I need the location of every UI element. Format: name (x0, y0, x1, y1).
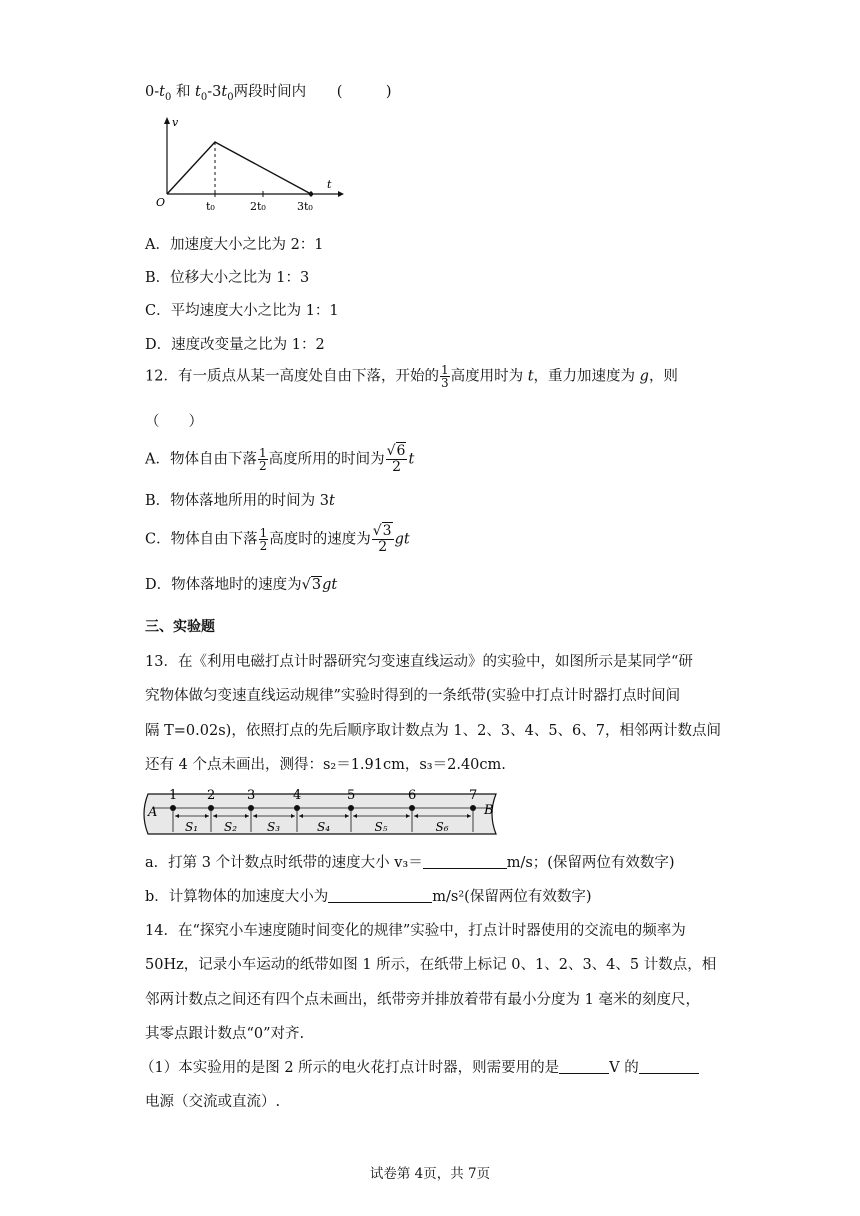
sqrt: √6 (386, 443, 406, 459)
count-point-label-4: 4 (293, 788, 302, 803)
t-axis-label: t (327, 178, 332, 191)
sqrt: √3 (301, 577, 322, 593)
option-text: B．物体落地所用的时间为 3 (145, 493, 329, 509)
segment-label-6: S₆ (435, 820, 449, 834)
fraction-den: 2 (259, 539, 268, 553)
t-axis-arrow (338, 191, 344, 197)
count-point-1 (170, 805, 176, 811)
q14-line-2: 50Hz，记录小车运动的纸带如图 1 所示，在纸带上标记 0、1、2、3、4、5 计数点，相 (145, 957, 717, 973)
q11-stem-part: 0- (145, 84, 160, 100)
origin-label: O (156, 196, 166, 209)
segment-label-5: S₅ (374, 820, 388, 834)
q12-stem-part: 高度用时为 (450, 368, 528, 385)
section-title: 三、实验题 (145, 619, 215, 635)
q11-option-d: D．速度改变量之比为 1：2 (145, 337, 325, 353)
q13-b-text: m/s²(保留两位有效数字) (432, 889, 592, 905)
q12-stem-part: ，重力加速度为 (533, 368, 640, 385)
count-point-3 (248, 805, 254, 811)
segment-label-2: S₂ (224, 820, 238, 834)
end-point (309, 192, 313, 196)
count-point-7 (470, 805, 476, 811)
q13-line-3: 隔 T=0.02s)，依照打点的先后顺序取计数点为 1、2、3、4、5、6、7，相邻两计数点间 (145, 723, 721, 739)
fraction-den: 3 (440, 376, 449, 390)
paper-tape (140, 782, 504, 838)
count-point-label-1: 1 (169, 788, 178, 803)
q14-line-6: 电源（交流或直流）. (145, 1094, 281, 1110)
count-point-label-6: 6 (408, 788, 417, 803)
q12-option-c (145, 524, 410, 555)
q13-b-text: b．计算物体的加速度大小为 (145, 889, 329, 905)
velocity-line (167, 142, 311, 194)
option-var: t (408, 451, 415, 468)
count-point-6 (409, 805, 415, 811)
q13-line-4: 还有 4 个点未画出，测得：s₂＝1.91cm，s₃＝2.40cm. (145, 757, 506, 773)
q14-l5-text: （1）本实验用的是图 2 所示的电火花打点计时器，则需要用的是 (140, 1060, 560, 1076)
fraction (440, 364, 450, 389)
radicand: 3 (311, 577, 322, 593)
q12-stem-part: 12．有一质点从某一高度处自由下落，开始的 (145, 368, 439, 385)
q12-option-b (145, 489, 335, 510)
q13-part-b (145, 885, 591, 906)
fraction (372, 524, 394, 555)
answer-blank-accel[interactable] (328, 888, 432, 903)
option-text: D．物体落地时的速度为 (145, 577, 302, 593)
q11-stem-t: t (159, 84, 165, 100)
segment-label-4: S₄ (317, 820, 331, 834)
q11-stem-part: 和 (175, 84, 196, 100)
count-point-label-5: 5 (347, 788, 356, 803)
fraction-num: 1 (440, 363, 449, 377)
q11-stem-part: 两段时间内 (233, 84, 307, 100)
fraction (259, 527, 269, 552)
q13-part-a (145, 851, 675, 872)
count-point-label-3: 3 (247, 788, 256, 803)
page-footer: 试卷第 4页，共 7页 (369, 1166, 491, 1182)
count-point-label-7: 7 (469, 788, 478, 803)
graph-marks (167, 142, 313, 197)
tick-label-3t0: 3t₀ (297, 200, 313, 213)
fraction-den: 2 (258, 459, 267, 473)
count-point-label-2: 2 (207, 788, 216, 803)
option-var: gt (394, 531, 410, 548)
q13-a-text: a．打第 3 个计数点时纸带的速度大小 v₃＝ (145, 855, 423, 871)
q14-l5-text: V 的 (609, 1060, 639, 1076)
q11-option-b: B．位移大小之比为 1：3 (145, 270, 310, 286)
answer-blank-v3[interactable] (423, 854, 507, 869)
q12-var-t: t (527, 368, 534, 385)
fraction-num: 1 (258, 446, 267, 460)
q12-stem (145, 364, 678, 389)
tick-label-t0: t₀ (206, 200, 215, 213)
option-var: gt (322, 577, 338, 593)
q11-stem-sub: 0 (200, 91, 208, 103)
option-text: 高度时的速度为 (269, 531, 371, 548)
q11-stem-t: t (195, 84, 201, 100)
q14-line-1: 14．在“探究小车速度随时间变化的规律”实验中，打点计时器使用的交流电的频率为 (145, 923, 686, 939)
q11-stem-sub: 0 (164, 91, 172, 103)
count-point-5 (348, 805, 354, 811)
segment-label-3: S₃ (267, 820, 281, 834)
answer-blank-current[interactable] (639, 1059, 699, 1074)
q14-line-3: 邻两计数点之间还有四个点未画出，纸带旁并排放着带有最小分度为 1 毫米的刻度尺， (145, 992, 700, 1008)
radicand: 6 (396, 443, 406, 459)
q11-stem-part: -3 (207, 84, 222, 100)
answer-paren: （ ） (145, 414, 203, 430)
q14-line-4: 其零点跟计数点“0”对齐. (145, 1026, 305, 1042)
option-text: A．物体自由下落 (145, 451, 257, 468)
fraction-num: 1 (259, 526, 268, 540)
fraction-den: 2 (392, 459, 401, 475)
vt-graph (150, 114, 350, 216)
q11-option-a: A．加速度大小之比为 2：1 (145, 237, 324, 253)
q13-line-1: 13．在《利用电磁打点计时器研究匀变速直线运动》的实验中，如图所示是某同学“研 (145, 654, 693, 670)
q11-stem-t: t (221, 84, 228, 100)
v-axis-arrow (164, 117, 170, 124)
option-var: t (329, 493, 335, 509)
option-text: 高度所用的时间为 (268, 451, 385, 468)
tape-end-a: A (148, 805, 158, 820)
q12-option-d (145, 573, 337, 594)
fraction-den: 2 (378, 539, 388, 555)
fraction (386, 444, 408, 475)
v-axis-label: v (172, 116, 179, 129)
tick-label-2t0: 2t₀ (250, 200, 266, 213)
fraction-num (372, 524, 394, 540)
count-point-2 (208, 805, 214, 811)
answer-blank-voltage[interactable] (559, 1059, 609, 1074)
segment-label-1: S₁ (185, 820, 199, 834)
q13-a-text: m/s；(保留两位有效数字) (506, 855, 675, 871)
tape-end-b: B (484, 803, 494, 818)
q12-option-a (145, 444, 414, 475)
count-point-4 (294, 805, 300, 811)
q12-stem-part: ，则 (648, 368, 678, 385)
answer-paren: ( ) (336, 84, 392, 100)
q14-line-5 (140, 1056, 699, 1077)
q11-stem-sub: 0 (227, 91, 234, 103)
sqrt: √3 (372, 523, 392, 539)
q12-var-g: g (639, 368, 649, 385)
q11-stem (145, 80, 392, 103)
radicand: 3 (382, 523, 392, 539)
fraction-num (386, 444, 408, 460)
fraction (258, 447, 268, 472)
option-text: C．物体自由下落 (145, 531, 258, 548)
q13-line-2: 究物体做匀变速直线运动规律”实验时得到的一条纸带(实验中打点计时器打点时间间 (145, 688, 681, 704)
q11-option-c: C．平均速度大小之比为 1：1 (145, 303, 339, 319)
